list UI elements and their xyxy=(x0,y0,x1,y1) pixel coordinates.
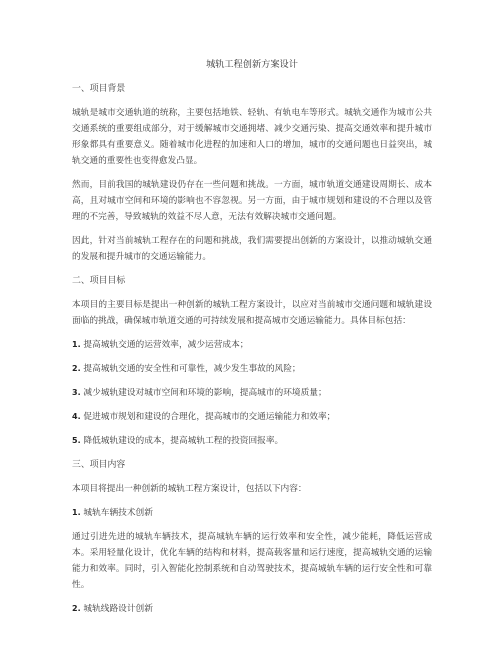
list-item xyxy=(72,409,432,425)
list-item-number: 1. xyxy=(72,340,81,349)
subsection-number: 2. xyxy=(72,604,81,613)
list-item-text: 减少城轨建设对城市空间和环境的影响，提高城市的环境质量； xyxy=(83,388,327,398)
list-item-text: 促进城市规划和建设的合理化，提高城市的交通运输能力和效率； xyxy=(83,412,336,422)
section-heading-goals: 二、项目目标 xyxy=(72,276,126,286)
paragraph: 城轨是城市交通轨道的统称，主要包括地铁、轻轨、有轨电车等形式。城轨交通作为城市公共交通系统的重要组成部分，对于缓解城市交通拥堵、减少交通污染、提高交通效率和提升城市形象都具有重要意义。随着城市化进程的加速和人口的增加，城市的交通问题也日益突出，城轨交通的重要性也变得愈发凸显。 xyxy=(72,108,432,166)
list-item xyxy=(72,337,432,353)
list-item xyxy=(72,361,432,377)
list-item xyxy=(72,385,432,401)
list-item xyxy=(72,433,432,449)
paragraph: 本项目的主要目标是提出一种创新的城轨工程方案设计，以应对当前城市交通问题和城轨建设面临的挑战，确保城市轨道交通的可持续发展和提高城市交通运输能力。具体目标包括： xyxy=(72,300,432,326)
paragraph: 因此，针对当前城轨工程存在的问题和挑战，我们需要提出创新的方案设计，以推动城轨交通的发展和提升城市的交通运输能力。 xyxy=(72,236,432,262)
list-item-text: 提高城轨交通的安全性和可靠性，减少发生事故的风险； xyxy=(83,364,301,374)
list-item-text: 提高城轨交通的运营效率，减少运营成本； xyxy=(83,340,249,350)
section-heading-background: 一、项目背景 xyxy=(72,84,126,94)
subsection-heading xyxy=(72,505,432,521)
paragraph: 本项目将提出一种创新的城轨工程方案设计，包括以下内容： xyxy=(72,484,307,494)
list-item-text: 降低城轨建设的成本，提高城轨工程的投资回报率。 xyxy=(83,436,284,446)
section-heading-content: 三、项目内容 xyxy=(72,460,126,470)
list-item-number: 3. xyxy=(72,388,81,397)
list-item-number: 2. xyxy=(72,364,81,373)
subsection-title: 城轨线路设计创新 xyxy=(83,604,153,614)
paragraph: 然而，目前我国的城轨建设仍存在一些问题和挑战。一方面，城市轨道交通建设周期长、成本高，且对城市空间和环境的影响也不容忽视。另一方面，由于城市规划和建设的不合理以及管理的不完善，导致城轨的效益不尽人意，无法有效解决城市交通问题。 xyxy=(72,180,432,222)
list-item-number: 4. xyxy=(72,412,81,421)
subsection-title: 城轨车辆技术创新 xyxy=(83,508,153,518)
subsection-heading xyxy=(72,601,432,617)
document-title: 城轨工程创新方案设计 xyxy=(206,59,298,70)
list-item-number: 5. xyxy=(72,436,81,445)
subsection-number: 1. xyxy=(72,508,81,517)
paragraph: 通过引进先进的城轨车辆技术，提高城轨车辆的运行效率和安全性，减少能耗，降低运营成本。采用轻量化设计，优化车辆的结构和材料，提高载客量和运行速度，提高城轨交通的运输能力和效率。同时，引入智能化控制系统和自动驾驶技术，提高城轨车辆的运行安全性和可靠性。 xyxy=(72,532,432,590)
